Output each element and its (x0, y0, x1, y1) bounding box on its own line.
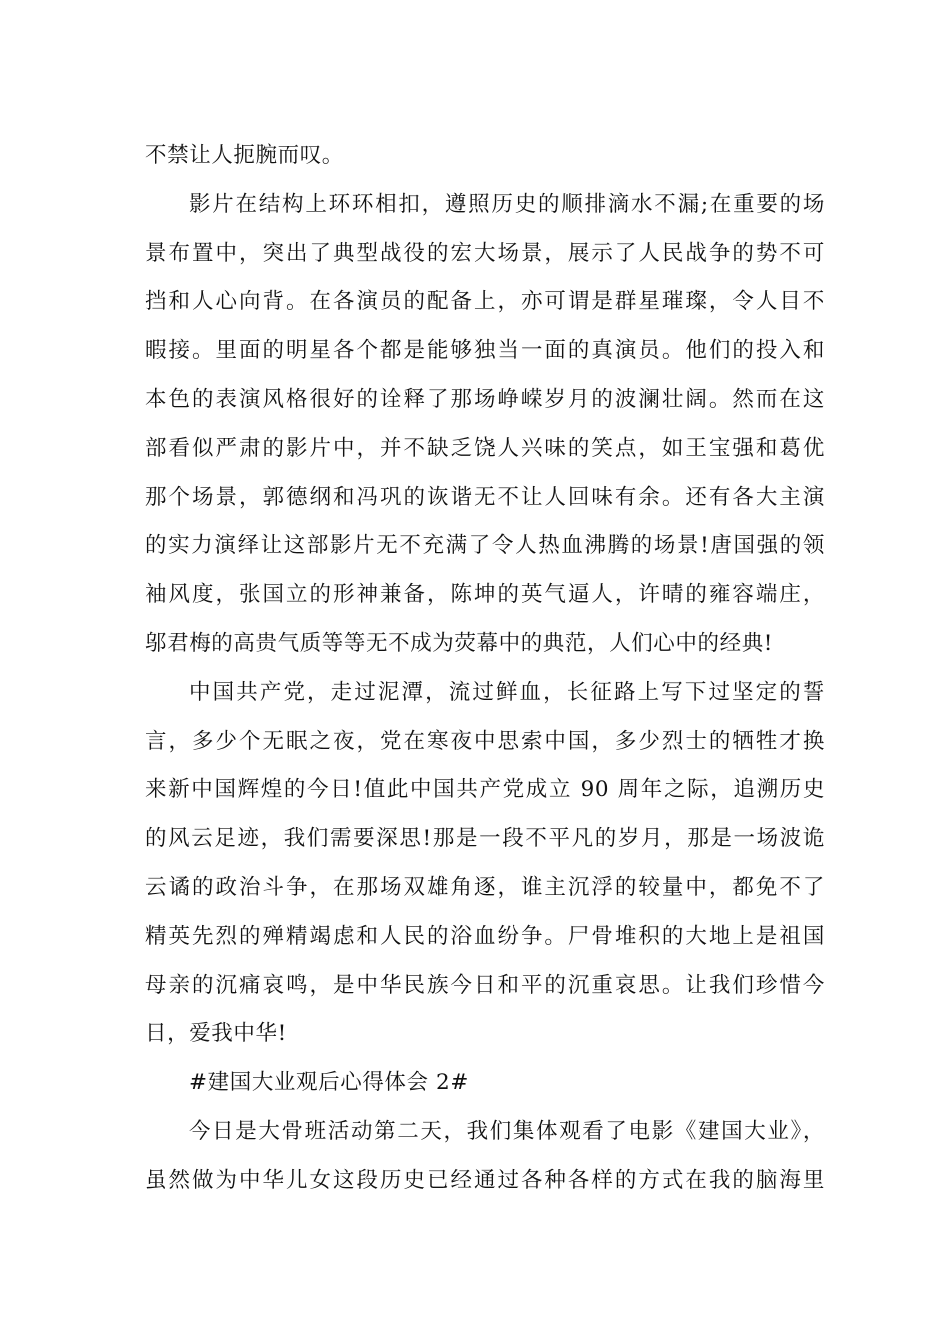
paragraph (145, 132, 825, 181)
text-line: 言，多少个无眠之夜，党在寒夜中思索中国，多少烈士的牺牲才换 (145, 728, 825, 754)
document-body (145, 132, 825, 1206)
text-line: 部看似严肃的影片中，并不缺乏饶人兴味的笑点，如王宝强和葛优 (145, 435, 825, 461)
text-line: 邬君梅的高贵气质等等无不成为荧幕中的典范，人们心中的经典! (145, 630, 774, 656)
text-line: 景布置中，突出了典型战役的宏大场景，展示了人民战争的势不可 (145, 240, 825, 266)
text-line: 挡和人心向背。在各演员的配备上，亦可谓是群星璀璨，令人目不 (145, 289, 825, 315)
paragraph (145, 669, 825, 1059)
text-line: 虽然做为中华儿女这段历史已经通过各种各样的方式在我的脑海里 (145, 1167, 825, 1193)
text-line: 母亲的沉痛哀鸣，是中华民族今日和平的沉重哀思。让我们珍惜今 (145, 972, 825, 998)
text-line: 那个场景，郭德纲和冯巩的诙谐无不让人回味有余。还有各大主演 (145, 484, 825, 510)
text-line: 精英先烈的殚精竭虑和人民的浴血纷争。尸骨堆积的大地上是祖国 (145, 923, 825, 949)
text-line: 中国共产党，走过泥潭，流过鲜血，长征路上写下过坚定的誓 (189, 679, 825, 705)
text-line: 袖风度，张国立的形神兼备，陈坤的英气逼人，许晴的雍容端庄， (145, 582, 825, 608)
text-line: 日，爱我中华! (145, 1021, 287, 1047)
text-line: 暇接。里面的明星各个都是能够独当一面的真演员。他们的投入和 (145, 338, 825, 364)
text-line: 影片在结构上环环相扣，遵照历史的顺排滴水不漏;在重要的场 (189, 191, 825, 217)
text-line: 的风云足迹，我们需要深思!那是一段不平凡的岁月，那是一场波诡 (145, 826, 825, 852)
text-line: 今日是大骨班活动第二天，我们集体观看了电影《建国大业》， (189, 1118, 825, 1144)
text-line: 云谲的政治斗争，在那场双雄角逐，谁主沉浮的较量中，都免不了 (145, 874, 825, 900)
text-line: #建国大业观后心得体会 2# (189, 1070, 469, 1096)
text-line: 本色的表演风格很好的诠释了那场峥嵘岁月的波澜壮阔。然而在这 (145, 386, 825, 412)
text-line: 来新中国辉煌的今日!值此中国共产党成立 90 周年之际，追溯历史 (145, 777, 825, 803)
paragraph (145, 1108, 825, 1206)
text-line: 的实力演绎让这部影片无不充满了令人热血沸腾的场景!唐国强的领 (145, 533, 825, 559)
text-line: 不禁让人扼腕而叹。 (145, 143, 344, 168)
paragraph (145, 181, 825, 669)
paragraph (145, 1059, 825, 1108)
